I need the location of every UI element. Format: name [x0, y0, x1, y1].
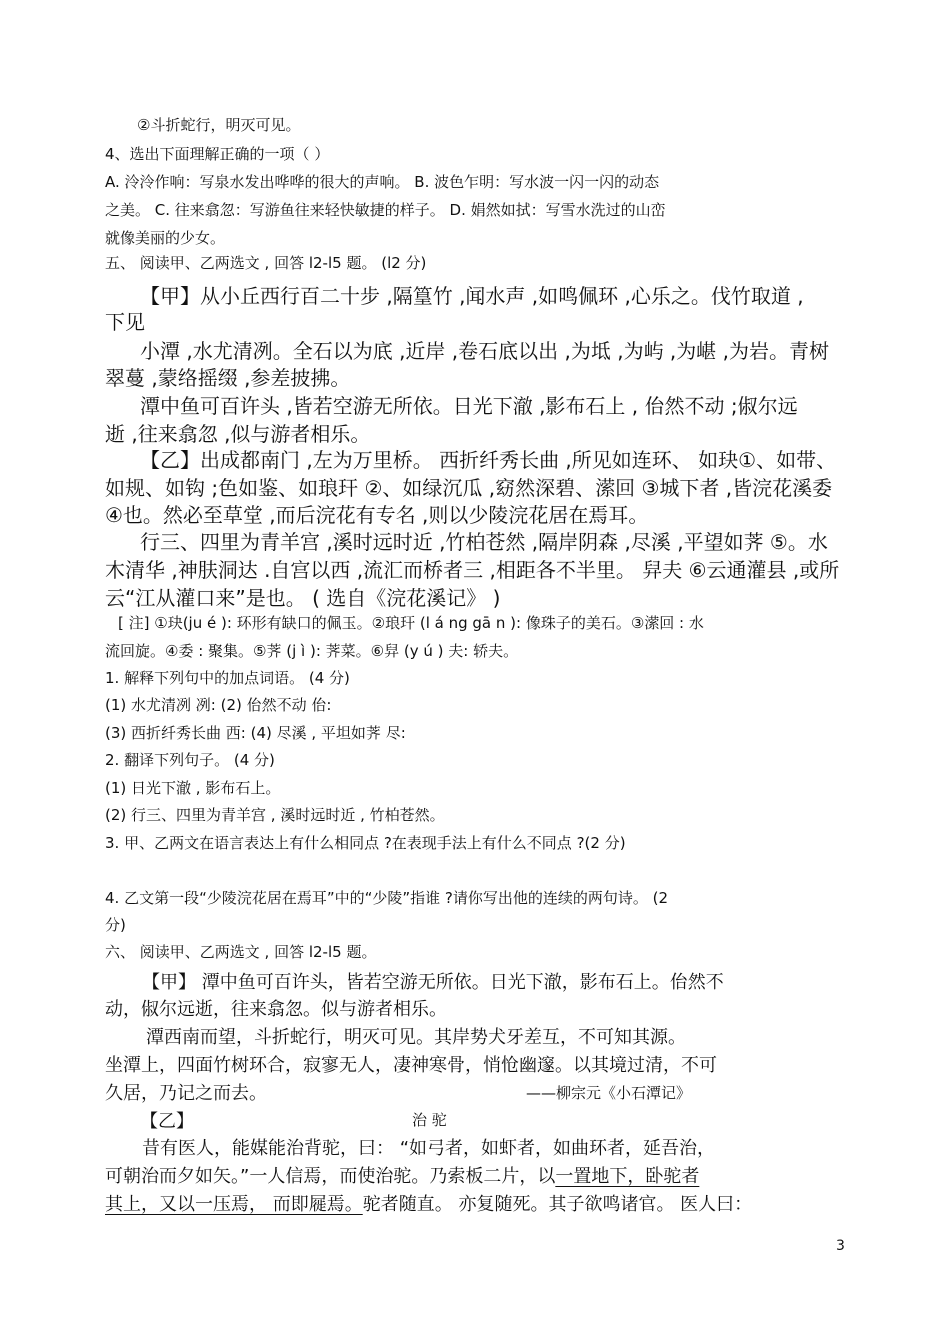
- passage-source: ——柳宗元《小石潭记》: [526, 1084, 692, 1102]
- passage-line: 潭中鱼可百许头 ,皆若空游无所依。日光下澈 ,影布石上 , 佁然不动 ;俶尔远: [140, 394, 798, 418]
- passage-line: 昔有医人，能媒能治背驼，曰： “如弓者，如虾者，如曲环者，延吾治，: [142, 1138, 716, 1159]
- note-line: 流回旋。④委 : 聚集。⑤荠 (j ì ): 荠菜。⑥舁 (y ú ) 夫: 轿夫。: [105, 642, 519, 660]
- question-line: 1. 解释下列句中的加点词语。 (4 分): [105, 669, 350, 687]
- passage-line: 下见: [105, 310, 145, 334]
- passage-line: 【甲】从小丘西行百二十步 ,隔篁竹 ,闻水声 ,如鸣佩环 ,心乐之。伐竹取道 ,: [140, 284, 804, 308]
- question-line: 2. 翻译下列句子。 (4 分): [105, 751, 275, 769]
- question-line: (1) 日光下澈 , 影布石上。: [105, 779, 281, 797]
- passage-line: 潭西南而望，斗折蛇行，明灭可见。其岸势犬牙差互，不可知其源。: [146, 1027, 686, 1048]
- passage-line: ④也。然必至草堂 ,而后浣花有专名 ,则以少陵浣花居在焉耳。: [105, 503, 649, 527]
- underlined-segment: 其上，又以一压焉， 而即屣焉。: [105, 1194, 363, 1215]
- passage-line: 动，俶尔远逝，往来翕忽。似与游者相乐。: [105, 999, 447, 1020]
- passage-line: 如规、如钩 ;色如鉴、如琅玕 ②、如绿沉瓜 ,窈然深碧、潆回 ③城下者 ,皆浣花溪委: [105, 476, 833, 500]
- passage-line: 行三、四里为青羊宫 ,溪时远时近 ,竹柏苍然 ,隔岸阴森 ,尽溪 ,平望如荠 ⑤。水: [140, 530, 828, 554]
- question-line: 分): [105, 916, 126, 934]
- question-line: 4. 乙文第一段“少陵浣花居在焉耳”中的“少陵”指谁 ?请你写出他的连续的两句诗。 (2: [105, 889, 669, 907]
- passage-line: [105, 1162, 699, 1188]
- question-line: (3) 西折纤秀长曲 西: (4) 尽溪 , 平坦如荠 尽:: [105, 724, 406, 742]
- text-line: ②斗折蛇行，明灭可见。: [137, 116, 301, 134]
- underlined-segment: 一置地下，卧驼者: [555, 1166, 700, 1187]
- passage-line: 【甲】 潭中鱼可百许头，皆若空游无所依。日光下澈，影布石上。佁然不: [142, 972, 724, 993]
- section-heading-5: 五、 阅读甲、乙两选文 , 回答 l2-l5 题。 (l2 分): [105, 254, 427, 272]
- passage-line: 木清华 ,神肤洞达 .自宫以西 ,流汇而桥者三 ,相距各不半里。 舁夫 ⑥云通灌县 ,或所: [105, 558, 840, 582]
- page-number: 3: [836, 1238, 845, 1254]
- question-line: (2) 行三、四里为青羊宫 , 溪时远时近 , 竹柏苍然。: [105, 806, 445, 824]
- passage-line: 坐潭上，四面竹树环合，寂寥无人，凄神寒骨，悄怆幽邃。以其境过清，不可: [105, 1055, 717, 1076]
- passage-line: 云“江从灌口来”是也。 ( 选自《浣花溪记》 ): [105, 586, 501, 610]
- passage-line: 小潭 ,水尤清冽。全石以为底 ,近岸 ,卷石底以出 ,为坻 ,为屿 ,为嵁 ,为岩。青树: [140, 339, 830, 363]
- passage-segment: 可朝治而夕如矢。”一人信焉，而使治驼。乃索板二片，以: [105, 1166, 556, 1187]
- passage-segment: 驼者随直。 亦复随死。其子欲鸣诸官。 医人曰：: [362, 1194, 753, 1215]
- question-line: 3. 甲、乙两文在语言表达上有什么相同点 ?在表现手法上有什么不同点 ?(2 分): [105, 834, 626, 852]
- note-line: [ 注] ①玦(ju é ): 环形有缺口的佩玉。②琅玕 (l á ng gā n ): 像珠子的美石。③潆回 : 水: [118, 614, 704, 632]
- passage-line: 【乙】出成都南门 ,左为万里桥。 西折纤秀长曲 ,所见如连环、 如玦①、如带、: [140, 448, 837, 472]
- question-line: (1) 水尤清冽 冽: (2) 佁然不动 佁:: [105, 696, 332, 714]
- option-line: 就像美丽的少女。: [105, 229, 226, 247]
- passage-line: [105, 1190, 752, 1216]
- passage-line: 久居，乃记之而去。: [105, 1083, 267, 1104]
- passage-line: 逝 ,往来翕忽 ,似与游者相乐。: [105, 422, 371, 446]
- option-line: A. 泠泠作响：写泉水发出哗哗的很大的声响。 B. 波色乍明：写水波一闪一闪的动态: [105, 173, 660, 191]
- passage-title: 治 驼: [412, 1111, 447, 1129]
- section-heading-6: 六、 阅读甲、乙两选文 , 回答 l2-l5 题。: [105, 943, 377, 961]
- option-line: 之美。 C. 往来翕忽：写游鱼往来轻快敏捷的样子。 D. 娟然如拭：写雪水洗过的山峦: [105, 201, 666, 219]
- passage-line: 翠蔓 ,蒙络摇缀 ,参差披拂。: [105, 366, 351, 390]
- question-4: 4、选出下面理解正确的一项（ ）: [105, 145, 330, 163]
- passage-label: 【乙】: [140, 1111, 194, 1132]
